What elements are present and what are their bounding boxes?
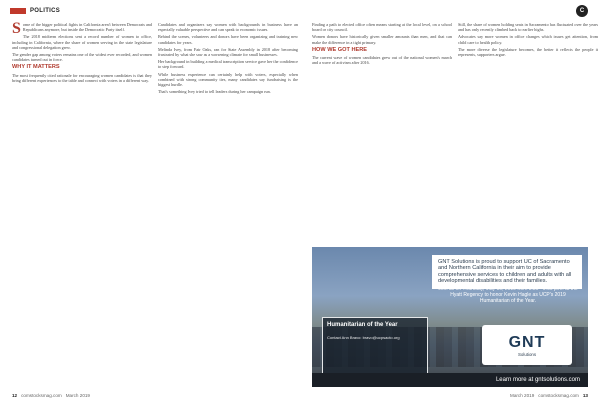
paragraph: Candidates and organizers say women with backgrounds in business have an especially valuable perspective and can speak to economic issues. bbox=[158, 22, 298, 33]
paragraph: The most frequently cited rationale for encouraging women candidates is that they bring different experiences to the table and connect with voters in a different way. bbox=[12, 72, 152, 83]
ad-description: Join us on Thursday, May 16, 2019 from 5:30 - 9:00 p.m. at the Hyatt Regency to honor Kevin Hagle as UCP's 2019 Humanitarian of the Year. bbox=[438, 286, 578, 304]
advertisement[interactable] bbox=[312, 247, 588, 387]
paragraph: That's something Ivey tried to tell leaders during her campaign run. bbox=[158, 89, 271, 95]
page-footer bbox=[0, 389, 600, 401]
gnt-logo-text: GNT bbox=[508, 333, 546, 351]
ad-contact: Contact Ann Bravo: bravo@ucpsacto.org bbox=[327, 335, 400, 340]
paragraph: Behind the scenes, volunteers and donors have been organizing and training new candidates for years. bbox=[158, 34, 298, 45]
gnt-logo-sub: Solutions bbox=[517, 351, 537, 357]
page-number-left: 12 bbox=[12, 392, 18, 398]
paragraph: The current wave of women candidates grew out of the national women's march and a wave of activism after 2016. bbox=[312, 55, 452, 66]
section-flag bbox=[10, 8, 26, 14]
paragraph: While business experience can certainly help with voters, especially when combined with strong community ties, many candidates say fundraising is the biggest hurdle. bbox=[158, 71, 298, 88]
paragraph: Advocates say more women in office changes which issues get attention, from child care to health policy. bbox=[458, 34, 598, 45]
article-column-2 bbox=[158, 22, 298, 382]
top-rule bbox=[0, 0, 600, 3]
paragraph: The more diverse the legislature becomes, the better it reflects the people it represents, supporters argue. bbox=[458, 46, 598, 58]
paragraph: The 2018 midterm elections sent a record number of women to office, including in California, where the share of women serving in the state legislature and congressional delegation grew. bbox=[12, 34, 152, 50]
footer-left bbox=[12, 393, 90, 398]
paragraph: Her background in building a medical transcription service gave her the confidence to step forward. bbox=[158, 59, 298, 70]
publication-name: comstocksmag.com bbox=[538, 392, 579, 398]
footer-right bbox=[510, 393, 588, 398]
paragraph: The gender gap among voters remains one of the widest ever recorded, and women candidates turned out in force. bbox=[12, 52, 152, 63]
ad-event-title: Humanitarian of the Year bbox=[327, 322, 398, 328]
paragraph: ome of the bigger political fights in California aren't between Democrats and Republicans anymore, but inside the Democratic Party itself. bbox=[22, 22, 152, 33]
paragraph: Women donors have historically given smaller amounts than men, and that can make the difference in a tight primary. bbox=[312, 34, 452, 45]
section-title: POLITICS bbox=[30, 8, 61, 14]
ad-url-link[interactable]: Learn more at gntsolutions.com bbox=[312, 373, 588, 387]
section-header bbox=[10, 6, 60, 16]
article-column-4 bbox=[458, 22, 598, 242]
ad-event-box bbox=[322, 317, 428, 377]
publication-name: comstocksmag.com bbox=[21, 392, 62, 398]
paragraph: Finding a path to elected office often means starting at the local level, on a school board or city council. bbox=[312, 22, 452, 33]
issue-date: March 2019 bbox=[510, 392, 535, 398]
magazine-logo-icon: C bbox=[576, 5, 588, 17]
drop-cap: S bbox=[12, 22, 21, 37]
paragraph: Still, the share of women holding seats in Sacramento has fluctuated over the years and has only recently climbed back to earlier highs. bbox=[458, 22, 598, 33]
paragraph: Melinda Ivey, from Fair Oaks, ran for State Assembly in 2018 after becoming frustrated by what she saw as a worsening climate for small businesses. bbox=[158, 46, 298, 58]
ad-headline: GNT Solutions is proud to support UC of Sacramento and Northern California in their aim to provide comprehensive services to children and adults with all developmental disabilities and their families. bbox=[432, 255, 582, 289]
article-column-3 bbox=[312, 22, 452, 242]
article-column-1 bbox=[12, 22, 152, 382]
section-heading: WHY IT MATTERS bbox=[12, 64, 60, 71]
page-number-right: 13 bbox=[582, 392, 588, 398]
gnt-logo bbox=[482, 325, 572, 365]
section-heading: HOW WE GOT HERE bbox=[312, 46, 368, 53]
issue-date: March 2019 bbox=[65, 392, 90, 398]
